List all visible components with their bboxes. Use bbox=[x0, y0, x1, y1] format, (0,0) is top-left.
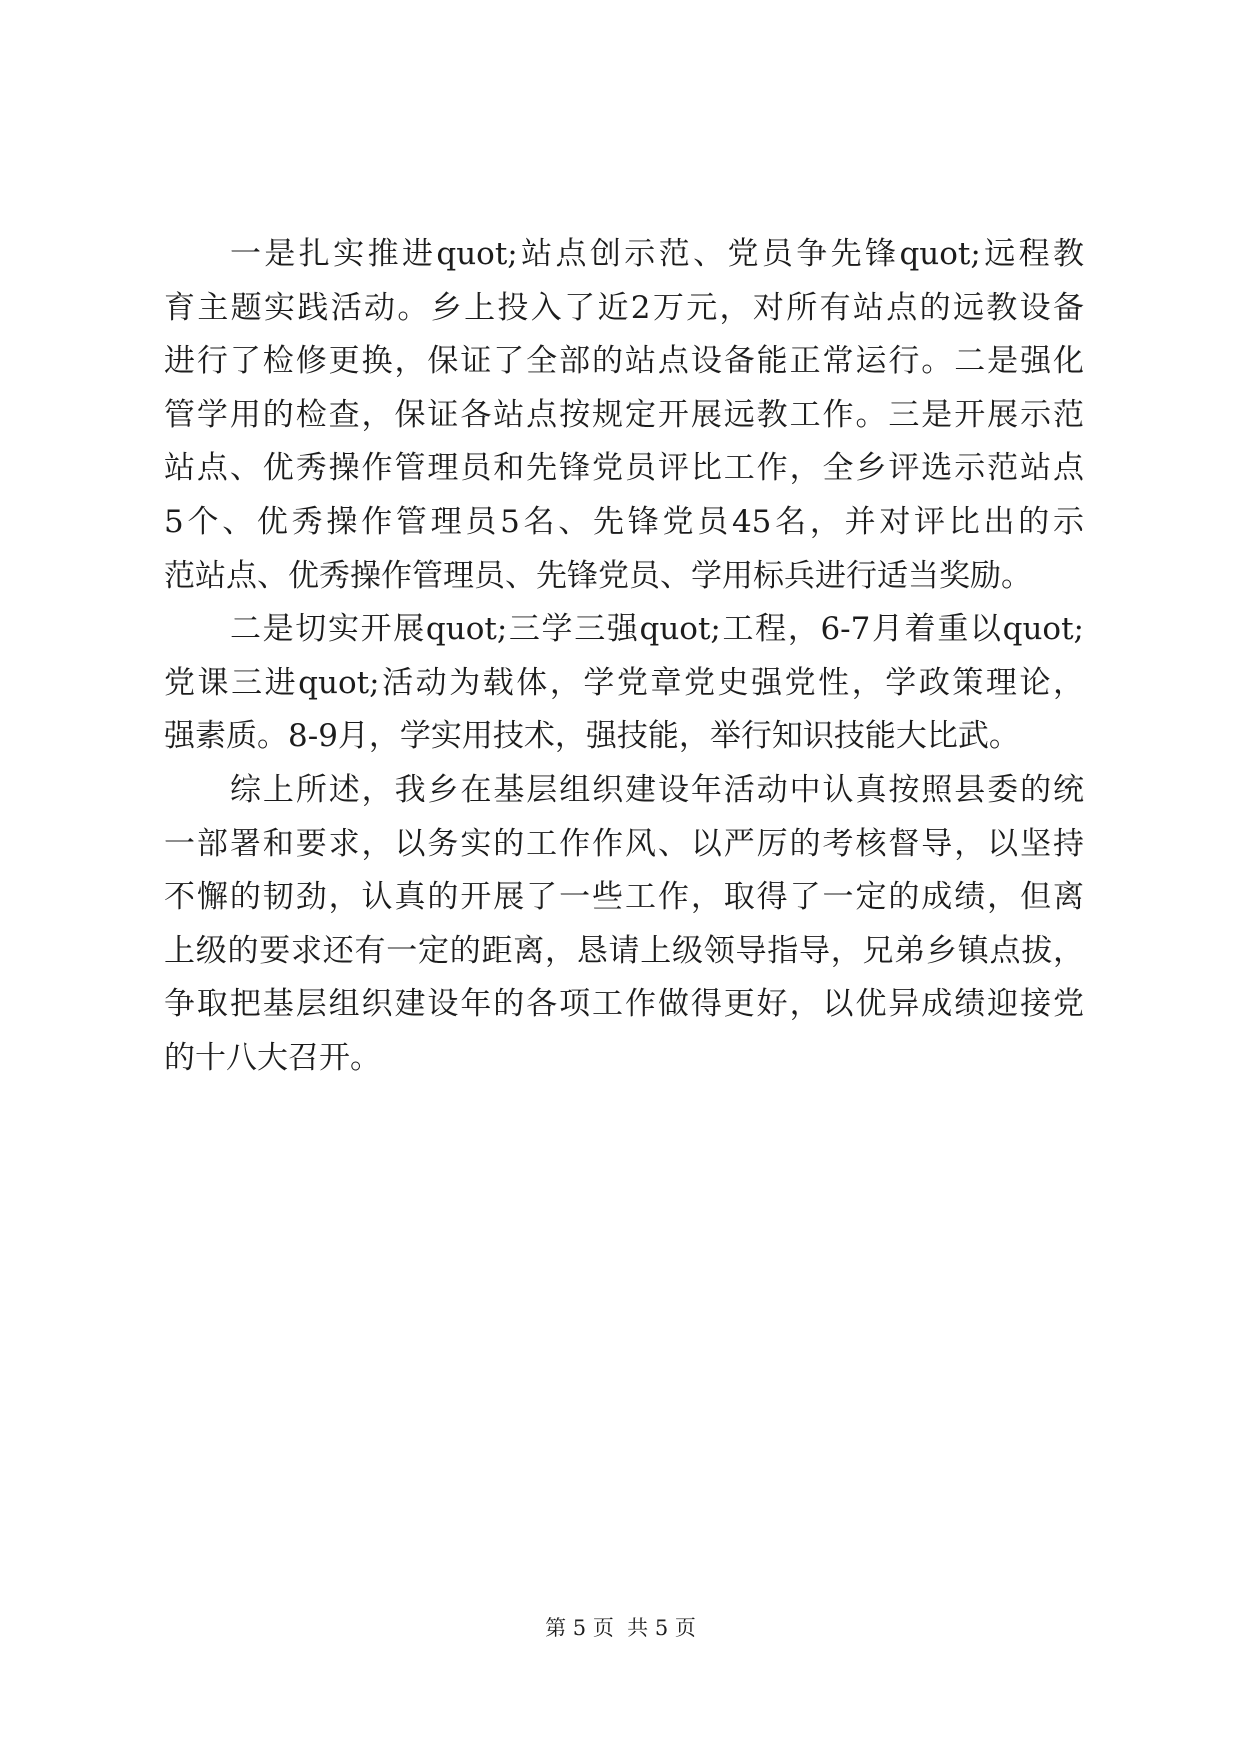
paragraph-line: 二是切实开展quot;三学三强quot;工程，6-7月着重以quot; bbox=[230, 611, 1084, 648]
document-body bbox=[164, 228, 1084, 1086]
paragraph-line: 综上所述，我乡在基层组织建设年活动中认真按照县委的统 bbox=[230, 771, 1084, 808]
paragraph-1 bbox=[164, 228, 1084, 603]
page-number-footer: 第 5 页 共 5 页 bbox=[545, 1616, 696, 1640]
paragraph-3 bbox=[164, 764, 1084, 1086]
paragraph-line: 党课三进quot;活动为载体，学党章党史强党性，学政策理论， bbox=[164, 664, 1084, 701]
paragraph-line: 一部署和要求，以务实的工作作风、以严厉的考核督导，以坚持 bbox=[164, 825, 1084, 862]
paragraph-line: 争取把基层组织建设年的各项工作做得更好，以优异成绩迎接党 bbox=[164, 986, 1084, 1023]
paragraph-line: 强素质。8-9月，学实用技术，强技能，举行知识技能大比武。 bbox=[164, 718, 1020, 755]
paragraph-line: 范站点、优秀操作管理员、先锋党员、学用标兵进行适当奖励。 bbox=[164, 557, 1032, 594]
paragraph-line: 管学用的检查，保证各站点按规定开展远教工作。三是开展示范 bbox=[164, 396, 1084, 433]
paragraph-line: 站点、优秀操作管理员和先锋党员评比工作，全乡评选示范站点 bbox=[164, 450, 1084, 487]
paragraph-line: 育主题实践活动。乡上投入了近2万元，对所有站点的远教设备 bbox=[164, 289, 1084, 326]
paragraph-line: 进行了检修更换，保证了全部的站点设备能正常运行。二是强化 bbox=[164, 343, 1084, 380]
paragraph-line: 一是扎实推进quot;站点创示范、党员争先锋quot;远程教 bbox=[230, 236, 1084, 272]
paragraph-line: 5个、优秀操作管理员5名、先锋党员45名，并对评比出的示 bbox=[164, 503, 1084, 540]
paragraph-line: 不懈的韧劲，认真的开展了一些工作，取得了一定的成绩，但离 bbox=[164, 879, 1084, 916]
paragraph-2 bbox=[164, 603, 1084, 764]
paragraph-line: 上级的要求还有一定的距离，恳请上级领导指导，兄弟乡镇点拔， bbox=[164, 932, 1084, 969]
paragraph-line: 的十八大召开。 bbox=[164, 1039, 381, 1076]
